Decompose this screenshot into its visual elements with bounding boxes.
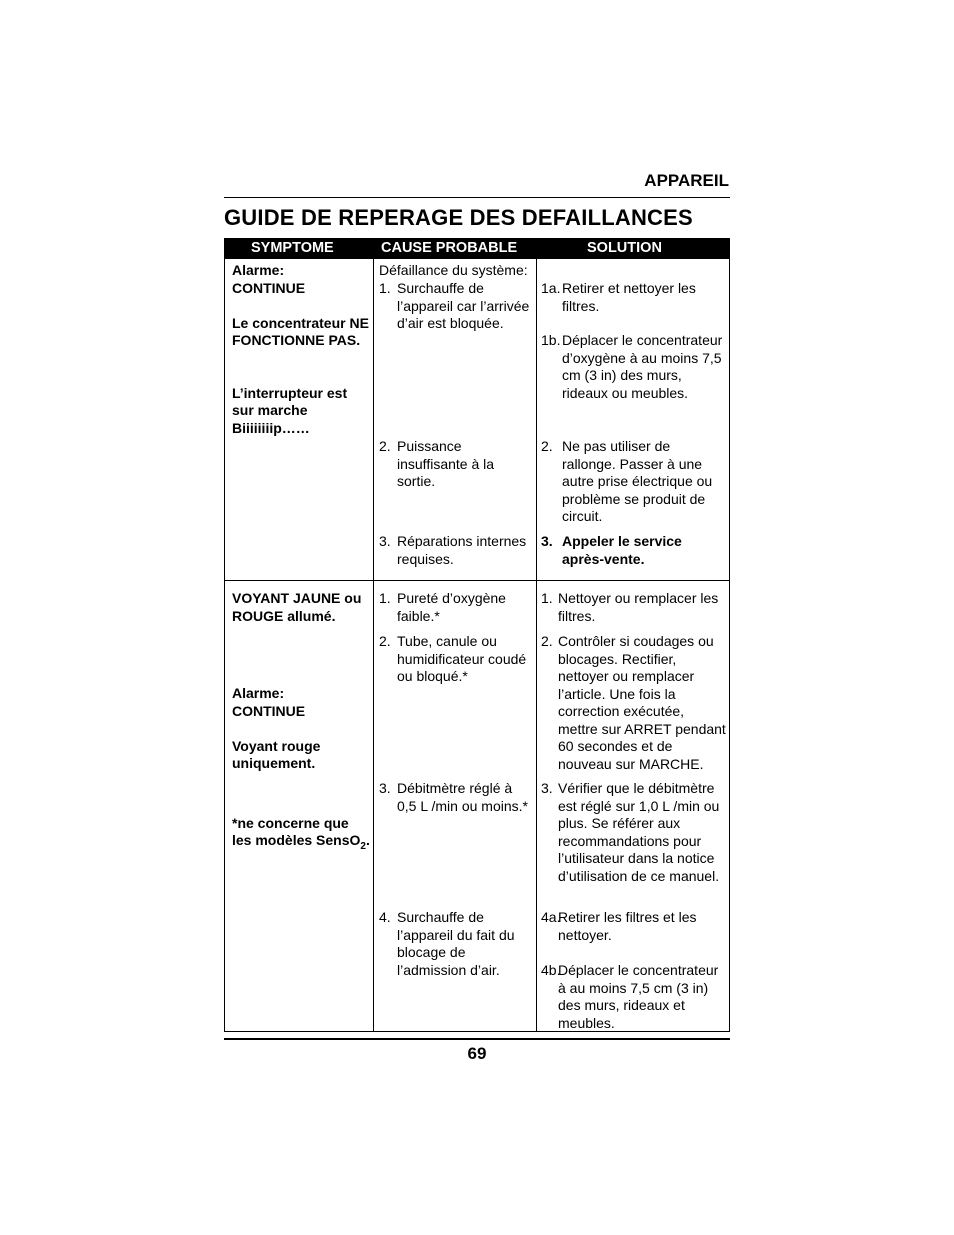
row2-cause-1-text: Pureté d’oxygène faible.* bbox=[397, 590, 506, 624]
row1-solution-1b-text: Déplacer le concentrateur d’oxygène à au moins 7,5 cm (3 in) des murs, rideaux ou meubles. bbox=[562, 332, 723, 401]
row2-cause-3-text: Débitmètre réglé à 0,5 L /min ou moins.* bbox=[397, 780, 528, 814]
top-rule bbox=[224, 197, 730, 198]
header-cause: CAUSE PROBABLE bbox=[381, 240, 518, 256]
row2-solution-4a-number: 4a. bbox=[541, 909, 561, 925]
row2-cause-1-number: 1. bbox=[379, 590, 391, 606]
row2-red-only-text: Voyant rouge uniquement. bbox=[232, 737, 321, 771]
row2-solution-3 bbox=[541, 780, 727, 885]
bottom-rule bbox=[224, 1038, 730, 1040]
row1-alarm-label: Alarme: bbox=[232, 262, 285, 278]
page-number: 69 bbox=[467, 1044, 487, 1063]
row1-solution-1a bbox=[541, 280, 727, 315]
row2-alarm-label: Alarme: bbox=[232, 685, 285, 701]
section-label: APPAREIL bbox=[644, 171, 729, 190]
row1-cause-2-number: 2. bbox=[379, 438, 391, 454]
row1-cause-1 bbox=[379, 280, 534, 333]
row2-cause-4 bbox=[379, 909, 534, 979]
row2-solution-4b bbox=[541, 962, 727, 1032]
row2-solution-1-text: Nettoyer ou remplacer les filtres. bbox=[558, 590, 719, 624]
row1-solution-2 bbox=[541, 438, 727, 526]
row1-solution-3 bbox=[541, 533, 727, 568]
row2-light-text: VOYANT JAUNE ou ROUGE allumé. bbox=[232, 590, 362, 624]
row1-cause-1-text: Surchauffe de l’appareil car l’arrivée d’air est bloquée. bbox=[397, 280, 530, 331]
row1-cause-intro: Défaillance du système: bbox=[379, 262, 528, 278]
row2-cause-4-text: Surchauffe de l’appareil du fait du blocage de l’admission d’air. bbox=[397, 909, 515, 978]
row2-cause-3 bbox=[379, 780, 534, 815]
row1-solution-2-number: 2. bbox=[541, 438, 553, 454]
row2-solution-2-text: Contrôler si coudages ou blocages. Rectifier, nettoyer ou remplacer l’article. Une fois la correction exécutée, mettre sur ARRET pendant 60 secondes et de nouveau sur MARCHE. bbox=[558, 633, 726, 772]
row1-cause-2-text: Puissance insuffisante à la sortie. bbox=[397, 438, 495, 489]
header-solution: SOLUTION bbox=[587, 240, 662, 256]
row2-solution-3-text: Vérifier que le débitmètre est réglé sur 1,0 L /min ou plus. Se référer aux recommandations pour l’utilisateur dans la notice d’utilisation de ce manuel. bbox=[558, 780, 720, 884]
row2-solution-1 bbox=[541, 590, 727, 625]
row2-cause-2-text: Tube, canule ou humidificateur coudé ou bloqué.* bbox=[397, 633, 527, 684]
row2-solution-2 bbox=[541, 633, 727, 773]
row2-model-note-text: *ne concerne que les modèles SensO bbox=[232, 814, 361, 848]
row2-solution-4b-text: Déplacer le concentrateur à au moins 7,5 cm (3 in) des murs, rideaux et meubles. bbox=[558, 962, 719, 1031]
row1-solution-1a-number: 1a. bbox=[541, 280, 561, 296]
row-divider bbox=[225, 580, 729, 581]
row2-symptom-cell bbox=[232, 590, 372, 855]
troubleshooting-table bbox=[224, 238, 730, 1032]
row2-cause-1 bbox=[379, 590, 534, 625]
row2-cause-3-number: 3. bbox=[379, 780, 391, 796]
row2-solution-4b-number: 4b. bbox=[541, 962, 561, 978]
row1-solution-3-text: Appeler le service après-vente. bbox=[562, 533, 682, 567]
row2-alarm-value: CONTINUE bbox=[232, 702, 306, 719]
row1-solution-2-text: Ne pas utiliser de rallonge. Passer à une autre prise électrique ou problème se produit de circuit. bbox=[562, 438, 713, 524]
row1-cause-3-number: 3. bbox=[379, 533, 391, 549]
row1-solution-3-number: 3. bbox=[541, 533, 553, 549]
row2-solution-4a-text: Retirer les filtres et les nettoyer. bbox=[558, 909, 697, 943]
row2-cause-2-number: 2. bbox=[379, 633, 391, 649]
row1-solution-1b bbox=[541, 332, 727, 402]
row1-cause-3-text: Réparations internes requises. bbox=[397, 533, 527, 567]
row2-solution-2-number: 2. bbox=[541, 633, 553, 649]
table-header bbox=[225, 239, 729, 259]
row2-solution-4a bbox=[541, 909, 727, 944]
row2-cause-2 bbox=[379, 633, 534, 686]
row1-solution-1a-text: Retirer et nettoyer les filtres. bbox=[562, 280, 696, 314]
row2-solution-1-number: 1. bbox=[541, 590, 553, 606]
row1-symptom-cell bbox=[232, 262, 369, 437]
page-title: GUIDE DE REPERAGE DES DEFAILLANCES bbox=[224, 205, 693, 230]
row1-cause-2 bbox=[379, 438, 534, 491]
column-divider-2 bbox=[536, 259, 537, 1031]
row2-model-note-end: . bbox=[365, 832, 370, 848]
row1-solution-1b-number: 1b. bbox=[541, 332, 561, 348]
row2-model-note bbox=[232, 815, 372, 856]
row1-concentrator-text: Le concentrateur NE FONCTIONNE PAS. bbox=[232, 314, 369, 348]
row2-solution-3-number: 3. bbox=[541, 780, 553, 796]
row2-model-note-subscript: 2 bbox=[360, 840, 366, 852]
row1-cause-3 bbox=[379, 533, 534, 568]
header-symptom: SYMPTOME bbox=[251, 240, 334, 256]
row1-switch-text: L’interrupteur est sur marche Biiiiiiiip…… bbox=[232, 384, 348, 436]
row2-cause-4-number: 4. bbox=[379, 909, 391, 925]
row1-cause-1-number: 1. bbox=[379, 280, 391, 296]
column-divider-1 bbox=[373, 259, 374, 1031]
row1-alarm-value: CONTINUE bbox=[232, 279, 306, 296]
